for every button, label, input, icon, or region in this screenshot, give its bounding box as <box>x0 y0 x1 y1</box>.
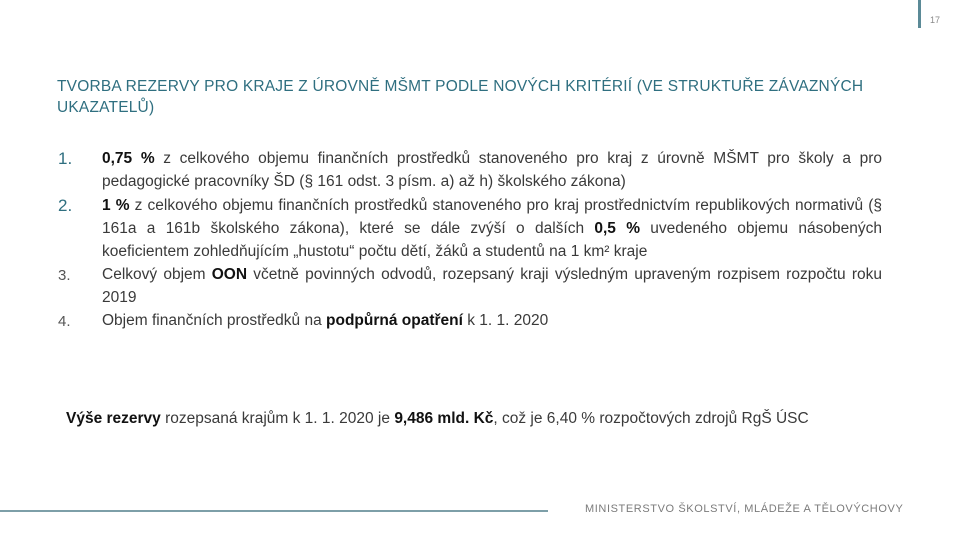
text-segment: , což je 6,40 % rozpočtových zdrojů RgŠ ÚSC <box>493 410 809 427</box>
list-number: 2. <box>58 196 73 215</box>
list-item <box>58 309 882 334</box>
list-item-text <box>102 263 882 309</box>
list-item <box>58 193 882 263</box>
text-segment: rozepsaná krajům k 1. 1. 2020 je <box>160 410 395 427</box>
highlight-value: podpůrná opatření <box>326 312 463 329</box>
ministry-logo-text: MINISTERSTVO ŠKOLSTVÍ, MLÁDEŽE A TĚLOVÝCHOVY <box>585 503 904 515</box>
text-segment: včetně povinných odvodů, rozepsaný kraji výsledným upraveným rozpisem rozpočtu roku 2019 <box>102 266 882 306</box>
text-segment: uvedeného objemu násobených koeficientem zohledňujícím „hustotu“ počtu dětí, žáků a studentů na 1 km² kraje <box>102 220 883 260</box>
text-segment: Celkový objem <box>102 266 212 283</box>
list-item <box>58 146 882 193</box>
list-item-text <box>102 193 882 263</box>
list-item-text <box>102 146 882 193</box>
reserve-summary <box>66 408 906 430</box>
criteria-list <box>58 146 882 334</box>
text-segment: k 1. 1. 2020 <box>462 312 549 329</box>
highlight-value: Výše rezervy <box>66 410 161 427</box>
list-number: 4. <box>58 313 71 330</box>
list-number: 3. <box>58 267 71 284</box>
list-number: 1. <box>58 149 73 168</box>
text-segment: Objem finančních prostředků na <box>102 312 327 329</box>
slide-title: TVORBA REZERVY PRO KRAJE Z ÚROVNĚ MŠMT PODLE NOVÝCH KRITÉRIÍ (VE STRUKTUŘE ZÁVAZNÝCH UKAZATELŮ) <box>57 78 864 116</box>
highlight-value: 9,486 mld. Kč <box>394 410 494 427</box>
highlight-value: 0,75 % <box>102 150 155 167</box>
text-segment: z celkového objemu finančních prostředků stanoveného pro kraj z úrovně MŠMT pro školy a pro pedagogické pracovníky ŠD (§ 161 odst. 3 písm. a) až h) školského zákona) <box>102 150 882 190</box>
highlight-value: OON <box>211 266 248 283</box>
list-item-text <box>102 309 882 332</box>
text-segment: z celkového objemu finančních prostředků stanoveného pro kraj prostřednictvím republikových normativů (§ 161a a 161b školského zákona), které se dále zvýší o dalších <box>102 197 882 237</box>
highlight-value: 1 % <box>102 197 130 214</box>
highlight-value: 0,5 % <box>594 220 640 237</box>
page-number-bar <box>918 0 921 28</box>
footer-divider <box>0 510 548 512</box>
list-item <box>58 263 882 309</box>
page-number: 17 <box>930 15 941 25</box>
